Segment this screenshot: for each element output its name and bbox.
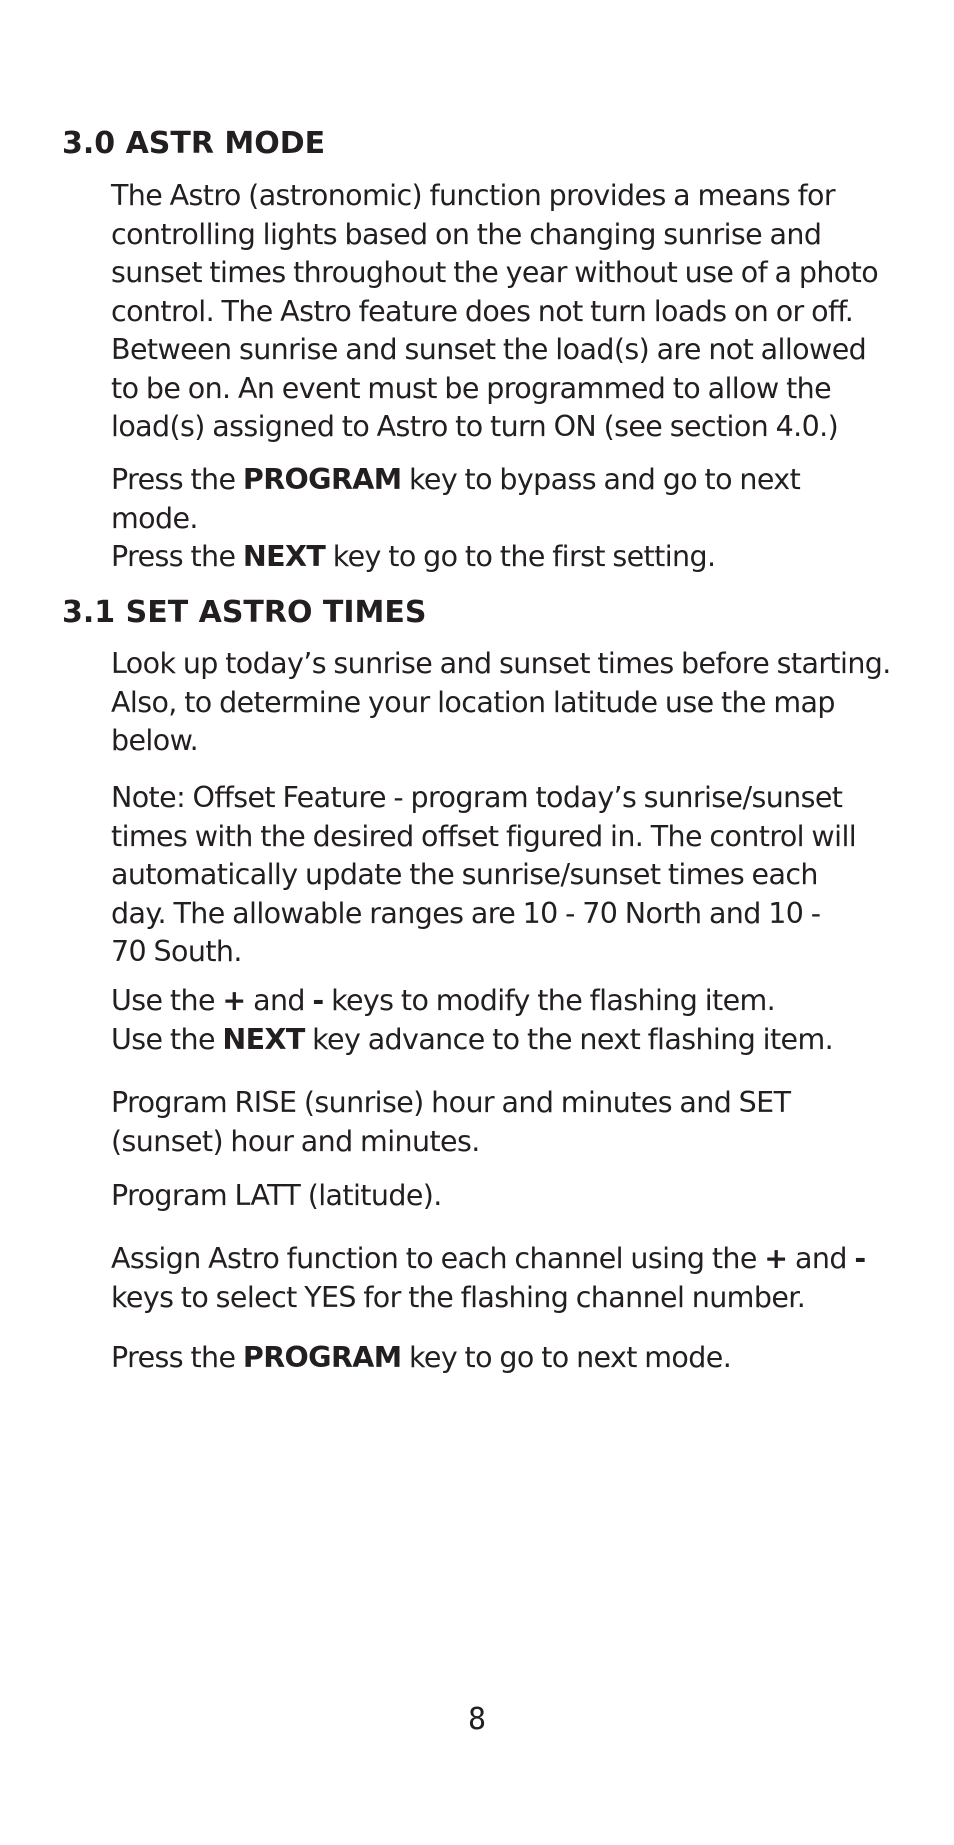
text-line: load(s) assigned to Astro to turn ON (see section 4.0.) <box>111 410 839 443</box>
text-line <box>111 982 901 1021</box>
text-line: Between sunrise and sunset the load(s) are not allowed <box>111 333 867 366</box>
minus-key-label: - <box>312 984 324 1017</box>
program-rise-set-paragraph <box>111 1084 901 1161</box>
program-key-label: PROGRAM <box>242 463 402 496</box>
text-line: 70 South. <box>111 935 242 968</box>
text-line: controlling lights based on the changing sunrise and <box>111 217 822 251</box>
plus-key-label: + <box>222 984 246 1017</box>
key-usage-paragraph <box>111 982 901 1059</box>
text-fragment: key to go to the first setting. <box>325 540 716 573</box>
assign-channel-paragraph <box>111 1240 901 1317</box>
text-line: Program RISE (sunrise) hour and minutes and SET <box>111 1086 791 1119</box>
text-fragment: Assign Astro function to each channel using the <box>111 1242 765 1275</box>
text-line <box>111 1240 901 1279</box>
text-line: Note: Offset Feature - program today’s sunrise/sunset <box>111 781 843 814</box>
text-line: to be on. An event must be programmed to allow the <box>111 371 832 405</box>
final-program-instruction <box>111 1339 901 1378</box>
text-line: (sunset) hour and minutes. <box>111 1124 480 1158</box>
text-line <box>111 1021 901 1060</box>
text-line: keys to select YES for the flashing channel number. <box>111 1280 806 1314</box>
text-fragment: Press the <box>111 1341 243 1374</box>
text-fragment: and <box>245 984 313 1017</box>
text-line: Also, to determine your location latitude use the map <box>111 685 835 719</box>
program-latitude-paragraph <box>111 1177 901 1216</box>
text-fragment: Press the <box>111 540 243 573</box>
offset-note-paragraph <box>111 779 901 972</box>
text-line: The Astro (astronomic) function provides a means for <box>111 179 835 212</box>
text-line <box>111 461 901 500</box>
text-fragment: and <box>787 1242 855 1275</box>
text-fragment: Use the <box>111 1022 223 1056</box>
text-fragment: key advance to the next flashing item. <box>304 1022 834 1056</box>
next-key-label: NEXT <box>242 540 326 573</box>
text-line: mode. <box>111 501 198 535</box>
text-line: day. The allowable ranges are 10 - 70 North and 10 - <box>111 896 821 930</box>
text-line: below. <box>111 724 199 757</box>
plus-key-label: + <box>764 1242 788 1275</box>
text-line <box>111 538 901 577</box>
astro-description-paragraph <box>111 177 901 447</box>
press-program-instruction <box>111 461 901 577</box>
text-line <box>111 1339 901 1378</box>
text-fragment: Use the <box>111 984 223 1017</box>
text-line: Program LATT (latitude). <box>111 1179 442 1212</box>
text-line: times with the desired offset figured in. The control will <box>111 819 857 853</box>
section-heading-astr-mode: 3.0 ASTR MODE <box>62 126 326 161</box>
text-fragment: key to bypass and go to next <box>401 463 801 496</box>
text-line: sunset times throughout the year without use of a photo <box>111 256 879 289</box>
text-fragment: Press the <box>111 463 243 496</box>
text-fragment: keys to modify the flashing item. <box>323 984 776 1017</box>
page-number: 8 <box>467 1702 487 1737</box>
text-line: Look up today’s sunrise and sunset times before starting. <box>111 647 891 680</box>
text-fragment: key to go to next mode. <box>401 1341 732 1374</box>
minus-key-label: - <box>854 1242 866 1275</box>
text-line: automatically update the sunrise/sunset times each <box>111 858 818 891</box>
next-key-label: NEXT <box>222 1022 305 1056</box>
lookup-paragraph <box>111 645 901 761</box>
program-key-label: PROGRAM <box>242 1341 402 1374</box>
section-heading-set-astro-times: 3.1 SET ASTRO TIMES <box>62 595 427 630</box>
text-line: control. The Astro feature does not turn loads on or off. <box>111 294 854 328</box>
